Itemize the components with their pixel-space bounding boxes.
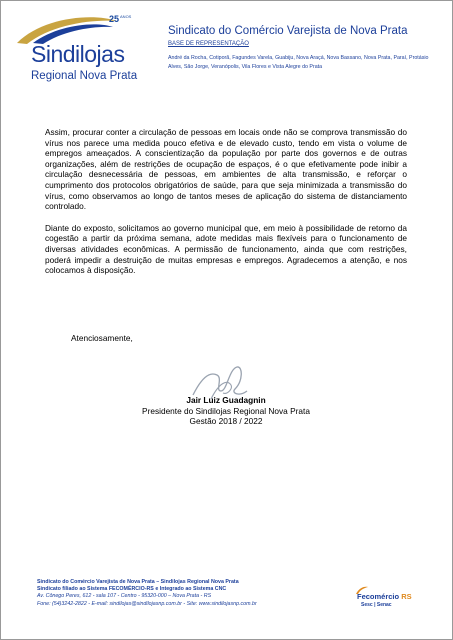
signature-block xyxy=(101,395,351,427)
paragraph-2: Diante do exposto, solicitamos ao governo municipal que, em meio à possibilidade de retorno da cogestão a partir da próxima semana, adote medidas mais flexíveis para o funcionamento de diversas atividades econômicas. A permissão de funcionamento, ainda que com restrições, poderá impedir a destruição de muitas empresas e empregos. Agradecemos a atenção, e nos colocamos à disposição. xyxy=(45,222,407,276)
logo-subtitle: Regional Nova Prata xyxy=(31,70,138,82)
footer-contact: Fone: (54)3242-2822 - E-mail: sindilojas@sindilojasnp.com.br - Site: www.sindilojasnp.com.br xyxy=(37,600,257,607)
municipalities-list: André da Rocha, Cotiporã, Fagundes Varela, Guabiju, Nova Araçá, Nova Bassano, Nova Prata, Paraí, Protásio Alves, São Jorge, Veranópolis, Vila Flores e Vista Alegre do Prata xyxy=(168,55,429,70)
letter-body xyxy=(45,127,407,287)
base-label: BASE DE REPRESENTAÇÃO xyxy=(168,41,249,47)
signer-role: Presidente do Sindilojas Regional Nova Prata xyxy=(142,405,310,416)
signer-term: Gestão 2018 / 2022 xyxy=(189,416,263,427)
paragraph-1: Assim, procurar conter a circulação de pessoas em locais onde não se comprova transmissão do vírus nos parece uma medida pouco efetiva e de elevado custo, tendo em vista o volume de empregos ameaçados. A conscientização da população por parte dos governos e de outras organizações, além de restrições de ocupação de espaços, é o que efetivamente pode inibir a circulação desnecessária de pessoas, em ambientes de alta transmissão, e reforçar o cumprimento dos protocolos obrigatórios de saúde, para que seja minimizada a transmissão do vírus, como observamos ao longo de tantos meses de aplicação do sistema de distanciamento controlado. xyxy=(45,127,407,212)
closing-salutation: Atenciosamente, xyxy=(71,333,133,343)
footer-line-2: Sindicato filiado ao Sistema FECOMÉRCIO-RS e Integrado ao Sistema CNC xyxy=(37,586,227,593)
footer-line-1: Sindicato do Comércio Varejista de Nova Prata – Sindilojas Regional Nova Prata xyxy=(37,579,239,585)
fecomercio-name: Fecomércio RS xyxy=(357,592,412,601)
letterhead-title: Sindicato do Comércio Varejista de Nova Prata xyxy=(168,25,408,37)
signer-name: Jair Luiz Guadagnin xyxy=(186,395,266,405)
footer-address: Av. Cônego Peres, 612 - sala 107 - Centro - 95320-000 – Nova Prata - RS xyxy=(37,593,212,600)
fecomercio-logo xyxy=(355,585,445,615)
anniversary-badge: $25^{ANOS}$ xyxy=(109,14,132,24)
footer-info xyxy=(37,579,257,608)
fecomercio-sub: Sesc | Senac xyxy=(361,602,392,608)
logo-name: Sindilojas xyxy=(31,41,125,67)
swoosh-icon xyxy=(13,11,153,45)
sindilojas-logo xyxy=(13,11,153,85)
letterhead xyxy=(168,25,448,71)
